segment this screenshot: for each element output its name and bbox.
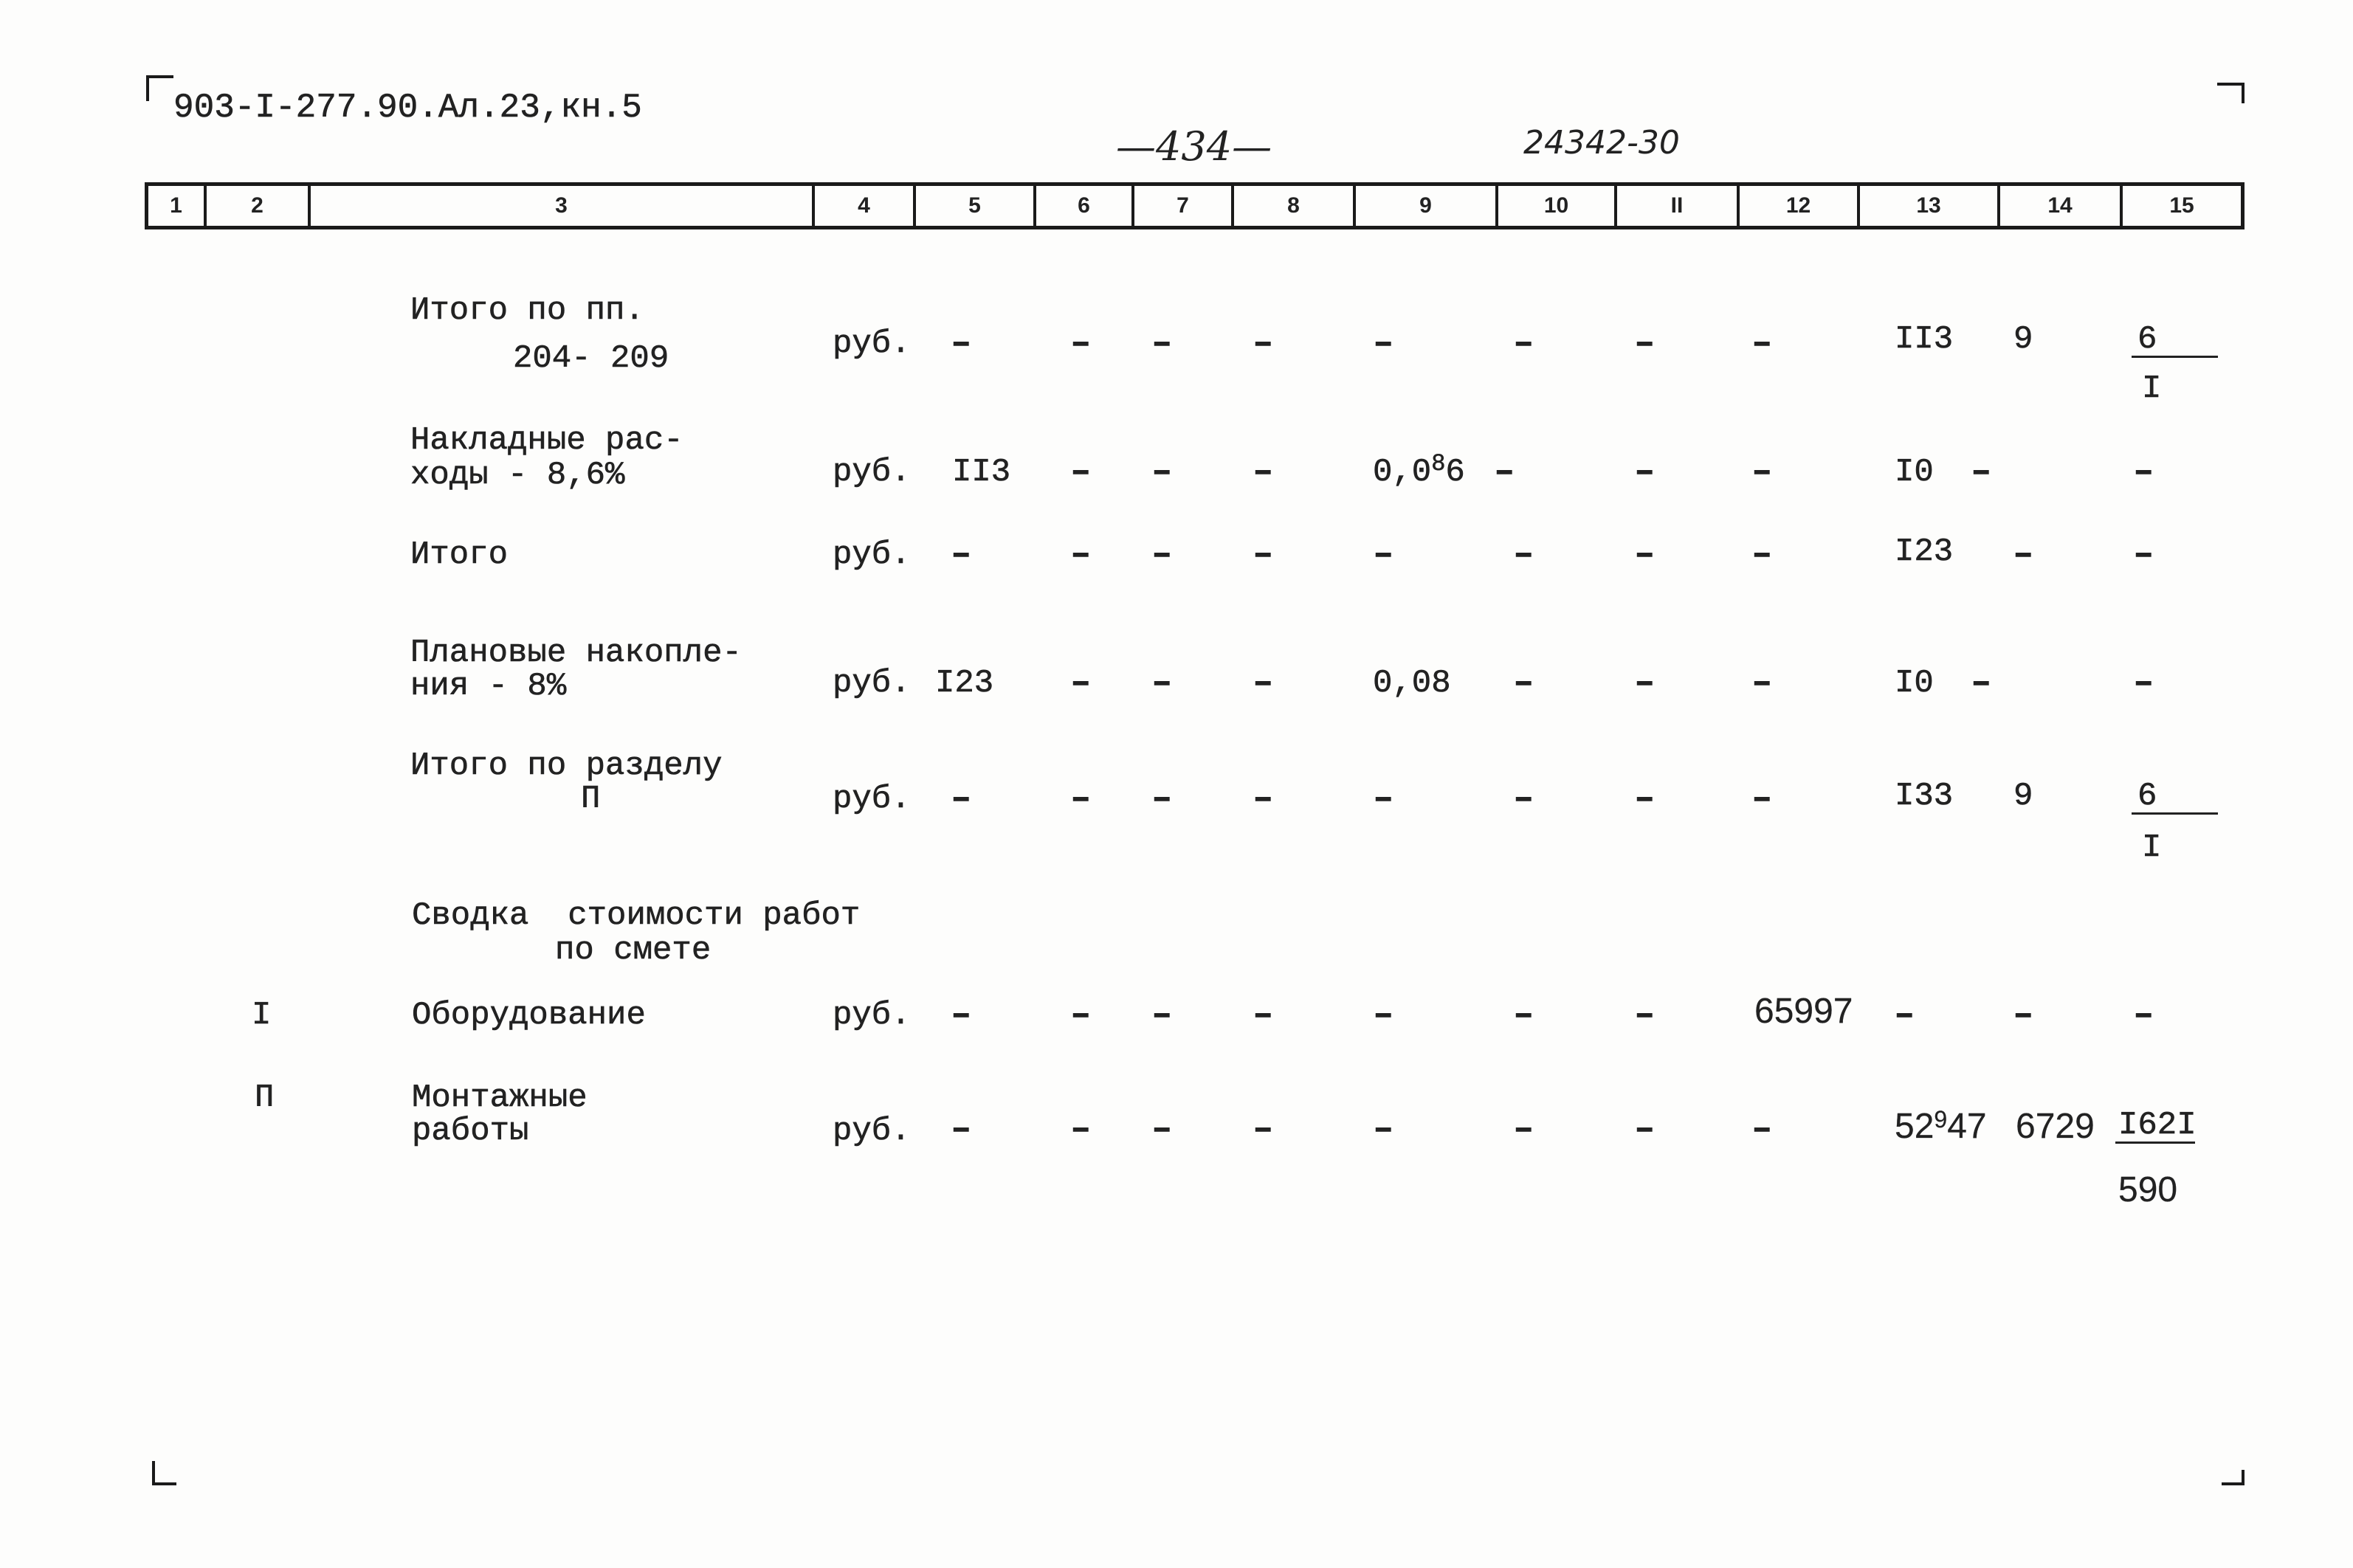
unit-cell: руб.: [833, 665, 911, 702]
description-line: Итого по пп.: [410, 292, 644, 329]
description-line: Накладные рас-: [410, 422, 683, 459]
unit-cell: руб.: [833, 536, 911, 573]
cell-col-11: -: [1629, 325, 1661, 362]
description-line: Итого: [410, 536, 509, 573]
column-header-2: 2: [207, 186, 311, 226]
value-part: 52: [1895, 1107, 1935, 1146]
cell-col-5: I23: [935, 665, 994, 702]
cell-col-12: -: [1746, 781, 1778, 818]
cell-col-5: -: [945, 1111, 977, 1148]
cell-col-12: -: [1746, 665, 1778, 702]
cell-col-15-denominator: I: [2142, 829, 2162, 866]
cell-col-5: -: [945, 997, 977, 1034]
cell-col-9: -: [1368, 536, 1399, 573]
cell-col-11: -: [1629, 454, 1661, 491]
cell-col-9: -: [1368, 781, 1399, 818]
cell-col-7: -: [1146, 781, 1178, 818]
cell-col-6: -: [1065, 997, 1097, 1034]
column-header-7: 7: [1134, 186, 1234, 226]
document-code: 903-I-277.90.Ал.23,кн.5: [173, 89, 642, 127]
column-header-3: 3: [311, 186, 815, 226]
column-header-14: 14: [2000, 186, 2123, 226]
cell-col-10: -: [1508, 1111, 1540, 1148]
cell-col-8: -: [1247, 325, 1279, 362]
column-header-13: 13: [1860, 186, 2000, 226]
column-header-6: 6: [1036, 186, 1134, 226]
cell-col-11: -: [1629, 665, 1661, 702]
cell-col-7: -: [1146, 536, 1178, 573]
column-header-12: 12: [1740, 186, 1860, 226]
description-line: П: [581, 781, 601, 818]
cell-col-13: I0: [1895, 454, 1934, 491]
cell-col-12: -: [1746, 536, 1778, 573]
corner-mark-top-right: [2217, 83, 2245, 103]
cell-col-11: -: [1629, 536, 1661, 573]
cell-col-15: -: [2128, 997, 2160, 1034]
superscript-digit: 8: [1431, 450, 1446, 477]
cell-col-15-denominator: 590: [2118, 1170, 2178, 1209]
description-line: Оборудование: [412, 997, 646, 1034]
cell-col-7: -: [1146, 665, 1178, 702]
cell-col-8: -: [1247, 665, 1279, 702]
column-header-4: 4: [815, 186, 916, 226]
column-header-11: II: [1617, 186, 1740, 226]
cell-col-15: -: [2128, 665, 2160, 702]
cell-col-9: -: [1368, 1111, 1399, 1148]
cell-col-6: -: [1065, 781, 1097, 818]
cell-col-11: -: [1629, 1111, 1661, 1148]
cell-col-7: -: [1146, 1111, 1178, 1148]
cell-col-7: -: [1146, 997, 1178, 1034]
corner-mark-top-left: [146, 75, 173, 101]
description-line: 204- 209: [513, 340, 669, 377]
unit-cell: руб.: [833, 997, 911, 1034]
column-header-1: 1: [148, 186, 207, 226]
cell-col-15: -: [2128, 454, 2160, 491]
value-part: 47: [1947, 1107, 1987, 1146]
cell-col-12: -: [1746, 454, 1778, 491]
value-part: 0,0: [1373, 454, 1432, 491]
cell-col-14: 9: [2013, 321, 2033, 358]
cell-col-8: -: [1247, 1111, 1279, 1148]
row-number: I: [252, 997, 272, 1034]
cell-col-5: -: [945, 325, 977, 362]
cell-col-11: -: [1629, 997, 1661, 1034]
cell-col-14: 9: [2013, 778, 2033, 815]
cell-col-14: -: [1966, 665, 1997, 702]
cell-col-14: -: [1966, 454, 1997, 491]
cell-col-6: -: [1065, 536, 1097, 573]
cell-col-12: -: [1746, 325, 1778, 362]
cell-col-9: 0,08: [1373, 665, 1451, 702]
description-line: работы: [412, 1113, 529, 1150]
cell-col-12: -: [1746, 1111, 1778, 1148]
cell-col-8: -: [1247, 781, 1279, 818]
cell-col-13: -: [1889, 997, 1920, 1034]
cell-col-10: -: [1508, 325, 1540, 362]
unit-cell: руб.: [833, 1113, 911, 1150]
column-header-8: 8: [1234, 186, 1356, 226]
cell-col-10: -: [1508, 997, 1540, 1034]
cell-col-15-numerator: I62I: [2115, 1109, 2195, 1144]
column-header-10: 10: [1498, 186, 1617, 226]
column-header-5: 5: [916, 186, 1036, 226]
description-line: Итого по разделу: [410, 747, 723, 784]
cell-col-8: -: [1247, 536, 1279, 573]
cell-col-9: [1373, 450, 1465, 491]
description-line: по смете: [555, 932, 712, 969]
cell-col-10: -: [1508, 665, 1540, 702]
column-header-row: [145, 182, 2245, 229]
cell-col-15-numerator: 6: [2132, 323, 2218, 358]
cell-col-13: II3: [1895, 321, 1954, 358]
cell-col-15-numerator: 6: [2132, 780, 2218, 815]
description-line: ходы - 8,6%: [410, 457, 625, 494]
corner-mark-bottom-left: [152, 1461, 176, 1485]
cell-col-6: -: [1065, 454, 1097, 491]
cell-col-8: -: [1247, 997, 1279, 1034]
cell-col-9: -: [1368, 997, 1399, 1034]
column-header-9: 9: [1356, 186, 1498, 226]
cell-col-5: -: [945, 781, 977, 818]
description-line: Монтажные: [412, 1080, 588, 1116]
cell-col-10: -: [1508, 781, 1540, 818]
cell-col-11: -: [1629, 781, 1661, 818]
cell-col-15-denominator: I: [2142, 370, 2162, 407]
cell-col-12: 65997: [1754, 992, 1853, 1031]
cell-col-6: -: [1065, 1111, 1097, 1148]
cell-col-5: -: [945, 536, 977, 573]
superscript-digit: 9: [1934, 1106, 1948, 1133]
description-line: Плановые накопле-: [410, 635, 742, 671]
cell-col-15: -: [2128, 536, 2160, 573]
cell-col-13: I0: [1895, 665, 1934, 702]
column-header-15: 15: [2169, 193, 2194, 218]
unit-cell: руб.: [833, 781, 911, 818]
cell-col-13: I23: [1895, 533, 1954, 570]
page-number: —434—: [1116, 123, 1272, 170]
description-line: ния - 8%: [410, 668, 567, 705]
cell-col-8: -: [1247, 454, 1279, 491]
cell-col-9: -: [1368, 325, 1399, 362]
cell-col-14: -: [2008, 536, 2039, 573]
cell-col-7: -: [1146, 454, 1178, 491]
cell-col-14: -: [2008, 997, 2039, 1034]
corner-mark-bottom-right: [2222, 1470, 2245, 1485]
cell-col-5: II3: [952, 454, 1011, 491]
cell-col-6: -: [1065, 665, 1097, 702]
description-line: Сводка стоимости работ: [412, 897, 861, 934]
cell-col-10: -: [1489, 454, 1520, 491]
unit-cell: руб.: [833, 454, 911, 491]
cell-col-14: 6729: [2016, 1107, 2095, 1146]
row-number: П: [255, 1080, 275, 1116]
value-part: 6: [1445, 454, 1465, 491]
cell-col-6: -: [1065, 325, 1097, 362]
cell-col-10: -: [1508, 536, 1540, 573]
unit-cell: руб.: [833, 325, 911, 362]
cell-col-13: [1895, 1106, 1987, 1146]
archive-number: 24342-30: [1523, 124, 1680, 162]
cell-col-13: I33: [1895, 778, 1954, 815]
cell-col-7: -: [1146, 325, 1178, 362]
